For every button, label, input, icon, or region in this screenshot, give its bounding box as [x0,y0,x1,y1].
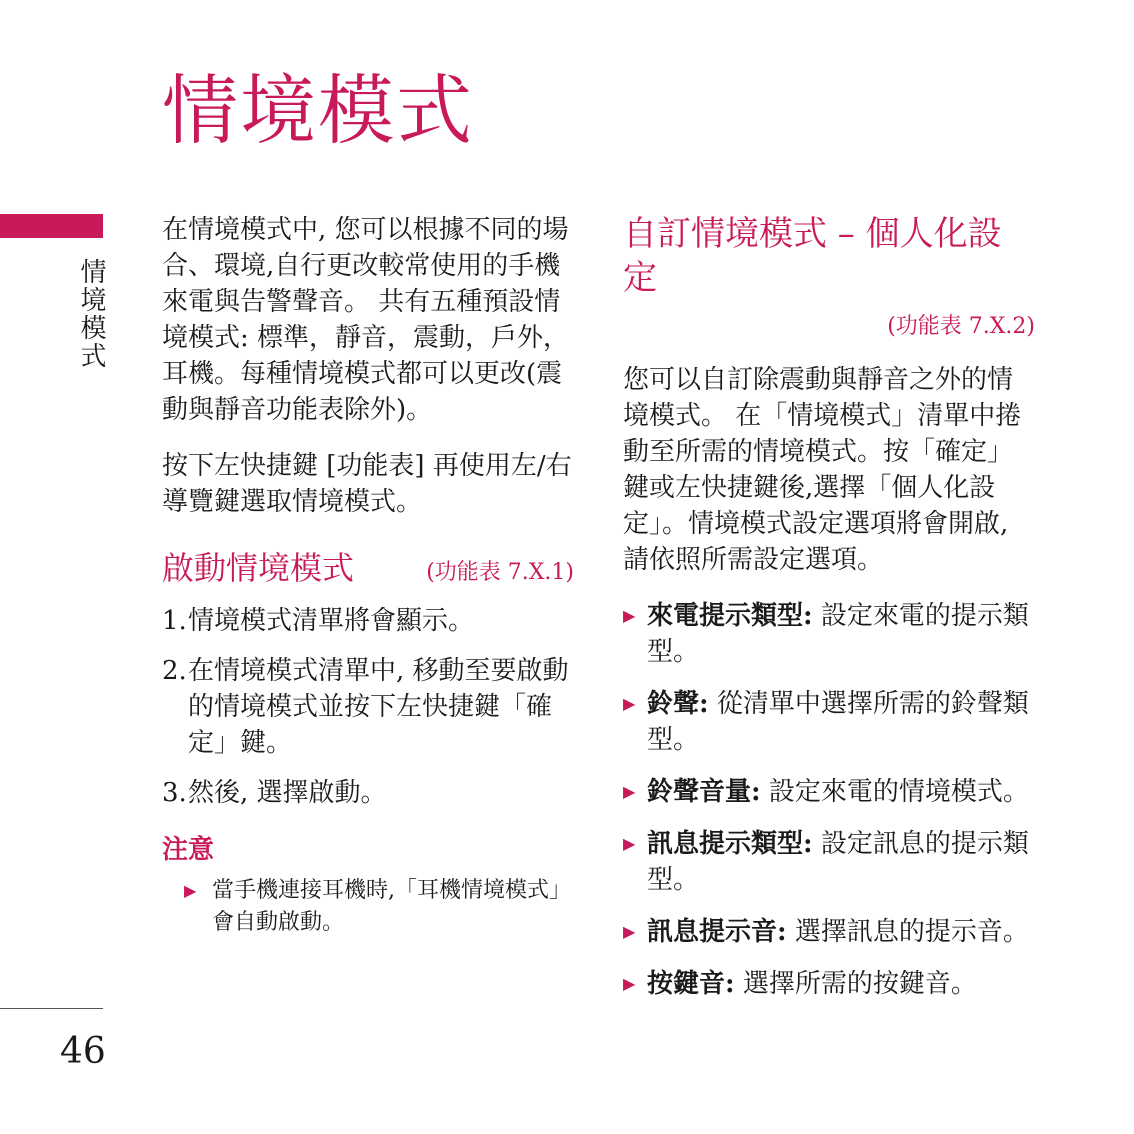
option-item [623,686,1035,758]
section-side-label: 情境模式 [76,258,106,370]
intro-paragraph: 在情境模式中, 您可以根據不同的場合、環境,自行更改較常使用的手機來電與告警聲音。 共有五種預設情境模式: 標準，靜音，震動，戶外，耳機。每種情境模式都可以更改(震動與靜音功能表除外)。 [162,215,570,425]
triangle-right-icon: ▶ [623,922,636,941]
triangle-right-icon: ▶ [623,782,636,801]
option-desc: 設定訊息的提示類型。 [647,829,1029,895]
page-title: 情境模式 [162,66,474,155]
option-term: 訊息提示類型: [647,829,813,859]
personalize-heading: 自訂情境模式 – 個人化設定 [623,214,1002,298]
option-term: 來電提示類型: [647,601,813,631]
page-number-rule [0,1008,103,1009]
step-text: 情境模式清單將會顯示。 [188,606,475,636]
option-text [647,686,1035,758]
option-term: 訊息提示音: [647,917,787,947]
step-number: 2. [162,656,187,686]
option-text [647,966,977,1002]
option-item [623,774,1035,810]
step-item [162,653,574,761]
activate-menu-ref: (功能表 7.X.1) [426,560,574,585]
triangle-right-icon: ▶ [623,606,636,625]
step-number: 1. [162,606,187,636]
triangle-right-icon: ▶ [623,694,636,713]
navigation-paragraph: 按下左快捷鍵 [功能表] 再使用左/右導覽鍵選取情境模式。 [162,451,572,517]
left-column [162,212,574,939]
option-text [647,774,1029,810]
option-term: 按鍵音: [647,969,735,999]
note-heading: 注意 [162,835,215,865]
step-text: 在情境模式清單中, 移動至要啟動的情境模式並按下左快捷鍵「確定」鍵。 [188,656,569,758]
option-item [623,914,1035,950]
option-item [623,598,1035,670]
activate-heading-text: 啟動情境模式 [162,549,355,587]
activate-section-heading [162,546,574,595]
option-desc: 從清單中選擇所需的鈴聲類型。 [647,689,1029,755]
option-desc: 設定來電的情境模式。 [760,777,1029,807]
right-column [623,212,1035,1018]
step-text: 然後, 選擇啟動。 [188,778,387,808]
note-item [162,875,574,939]
option-text [647,826,1035,898]
option-desc: 選擇所需的按鍵音。 [734,969,977,999]
option-desc: 設定來電的提示類型。 [647,601,1029,667]
triangle-right-icon: ▶ [623,834,636,853]
step-item [162,775,574,811]
option-item [623,826,1035,898]
option-term: 鈴聲音量: [647,777,761,807]
personalize-menu-ref: (功能表 7.X.2) [887,314,1035,339]
note-text: 當手機連接耳機時,「耳機情境模式」會自動啟動。 [212,878,571,935]
option-term: 鈴聲: [647,689,709,719]
personalize-intro: 您可以自訂除震動與靜音之外的情境模式。 在「情境模式」清單中捲動至所需的情境模式。按「確定」鍵或左快捷鍵後,選擇「個人化設定」。情境模式設定選項將會開啟, 請依照所需設定選項。 [623,365,1022,575]
option-text [647,598,1035,670]
section-tab-bar [0,214,103,238]
step-item [162,603,574,639]
option-text [647,914,1029,950]
triangle-right-icon: ▶ [623,974,636,993]
option-desc: 選擇訊息的提示音。 [786,917,1029,947]
page-number: 46 [60,1031,106,1072]
option-item [623,966,1035,1002]
step-number: 3. [162,778,187,808]
triangle-right-icon: ▶ [184,881,197,900]
